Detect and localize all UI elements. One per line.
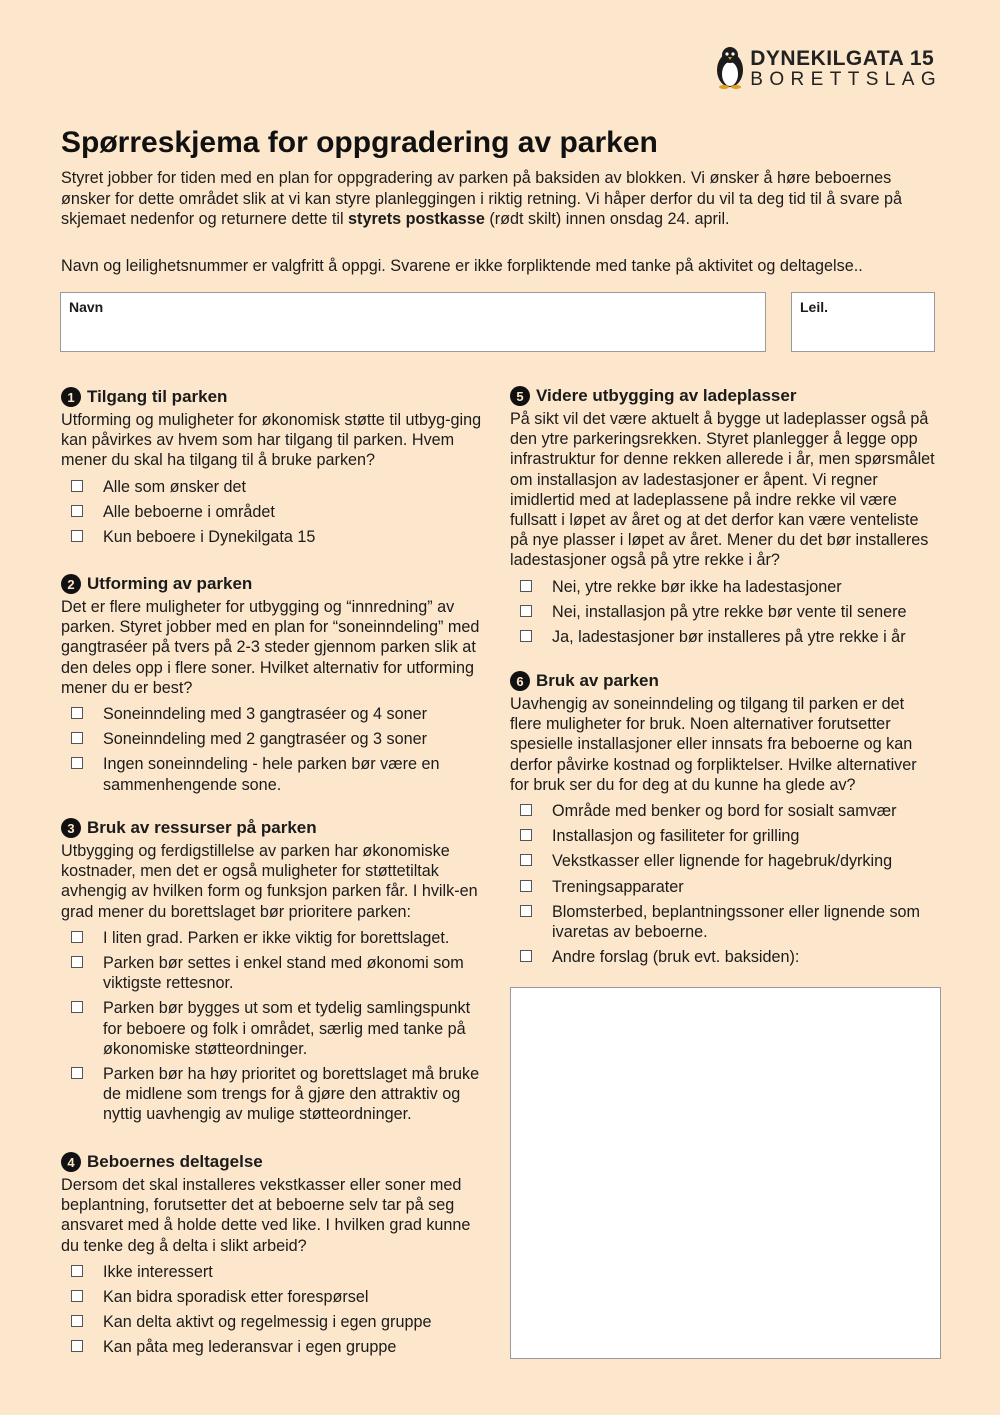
option-label: Parken bør settes i enkel stand med økonomi som viktigste rettesnor. [103,954,464,993]
checkbox[interactable] [520,605,532,617]
checkbox[interactable] [520,804,532,816]
logo-name: DYNEKILGATA 15 [750,46,935,70]
option-label: Ikke interessert [103,1262,213,1281]
section-participation [61,1151,491,1363]
option-label: Andre forslag (bruk evt. baksiden): [552,948,800,967]
option-label: Vekstkasser eller lignende for hagebruk/dyrking [552,852,893,871]
section-title: Tilgang til parken [87,387,228,406]
name-field[interactable] [60,292,766,352]
checkbox[interactable] [71,757,83,769]
option-item[interactable] [61,527,491,547]
option-item[interactable] [61,704,491,724]
checkbox[interactable] [520,905,532,917]
option-item[interactable] [61,1262,491,1282]
option-label: Treningsapparater [552,877,684,896]
name-field-label: Navn [69,299,104,315]
section-text: På sikt vil det være aktuelt å bygge ut ladeplasser også på den ytre parkeringsrekken. Styret planlegger å legge opp infrastruktur for denne rekken allerede i år, men spørsmålet om installasjon av ladestasjoner er åpent. Vi regner imidlertid med at ladeplassene på indre rekke vil være fullsatt i løpet av året og at det derfor kan være venteliste på nye plasser i løpet av året. Mener du det bør installeres ladestasjoner også på ytre rekke i år? [510,410,935,570]
option-item[interactable] [510,627,940,647]
section-title: Beboernes deltagelse [87,1152,263,1171]
option-item[interactable] [61,928,491,948]
checkbox[interactable] [71,1340,83,1352]
logo-subtitle: BORETTSLAG [750,68,942,90]
option-label: Kun beboere i Dynekilgata 15 [103,528,316,547]
option-label: Nei, ytre rekke bør ikke ha ladestasjoner [552,577,842,596]
option-item[interactable] [61,998,491,1059]
option-label: Ja, ladestasjoner bør installeres på ytre rekke i år [552,628,906,647]
option-label: Område med benker og bord for sosialt samvær [552,802,897,821]
option-item[interactable] [61,953,491,993]
section-resources [61,817,491,1130]
option-item[interactable] [61,1337,491,1357]
checkbox[interactable] [71,732,83,744]
option-item[interactable] [510,947,940,967]
checkbox[interactable] [71,480,83,492]
checkbox[interactable] [520,580,532,592]
section-number: 6 [510,671,530,691]
checkbox[interactable] [71,530,83,542]
section-text: Uavhengig av soneinndeling og tilgang til parken er det flere muligheter for bruk. Noen alternativer forutsetter spesielle installasjoner eller innsats fra beboerne og kan derfor påvirke kostnad og forpliktelser. Hvilke alternativer for bruk ser du for deg at du kunne ha glede av? [510,695,917,794]
section-number: 3 [61,818,81,838]
option-label: Kan bidra sporadisk etter forespørsel [103,1288,369,1307]
option-label: Kan påta meg lederansvar i egen gruppe [103,1338,397,1357]
logo [714,46,942,90]
option-item[interactable] [61,502,491,522]
intro-part2: (rødt skilt) innen onsdag 24. april. [484,210,730,228]
apartment-field-label: Leil. [800,299,829,315]
option-item[interactable] [61,754,491,794]
section-number: 2 [61,574,81,594]
section-title: Videre utbygging av ladeplasser [536,386,797,405]
option-item[interactable] [61,477,491,497]
checkbox[interactable] [71,956,83,968]
section-text: Det er flere muligheter for utbygging og “innredning” av parken. Styret jobber med en plan for “soneinndeling” med gangtraséer på tvers på 2-3 steder gjennom parken slik at den deles opp i flere soner. Hvilket alternativ for utforming mener du er best? [61,598,480,697]
option-item[interactable] [510,577,940,597]
section-number: 1 [61,387,81,407]
section-title: Bruk av ressurser på parken [87,818,317,837]
penguin-icon [714,46,746,90]
option-item[interactable] [510,877,940,897]
section-usage [510,670,940,972]
checkbox[interactable] [71,505,83,517]
checkbox[interactable] [71,1001,83,1013]
option-item[interactable] [61,1064,491,1125]
option-item[interactable] [510,602,940,622]
option-label: Ingen soneinndeling - hele parken bør være en sammenhengende sone. [103,755,440,794]
checkbox[interactable] [520,880,532,892]
checkbox[interactable] [520,950,532,962]
checkbox[interactable] [71,1265,83,1277]
option-label: Alle som ønsker det [103,477,247,496]
section-title: Bruk av parken [536,671,659,690]
checkbox[interactable] [520,630,532,642]
option-item[interactable] [510,826,940,846]
section-text: Utbygging og ferdigstillelse av parken har økonomiske kostnader, men det er også muligheter for støttetiltak avhengig av hvilken form og funksjon parken får. I hvilk-en grad mener du borettslaget bør prioritere parken: [61,842,478,921]
apartment-field[interactable] [791,292,935,352]
checkbox[interactable] [71,1315,83,1327]
intro-bold: styrets postkasse [348,210,485,228]
option-item[interactable] [510,902,940,942]
option-label: Kan delta aktivt og regelmessig i egen gruppe [103,1313,432,1332]
note-text: Navn og leilighetsnummer er valgfritt å oppgi. Svarene er ikke forpliktende med tanke på aktivitet og deltagelse.. [61,257,863,275]
section-text: Utforming og muligheter for økonomisk støtte til utbyg-ging kan påvirkes av hvem som har tilgang til parken. Hvem mener du skal ha tilgang til å bruke parken? [61,411,482,470]
intro-text [61,168,941,230]
checkbox[interactable] [520,854,532,866]
option-label: Soneinndeling med 3 gangtraséer og 4 soner [103,705,427,724]
option-item[interactable] [61,729,491,749]
checkbox[interactable] [520,829,532,841]
option-label: Nei, installasjon på ytre rekke bør vente til senere [552,602,907,621]
section-number: 5 [510,386,530,406]
checkbox[interactable] [71,707,83,719]
section-text: Dersom det skal installeres vekstkasser eller soner med beplantning, forutsetter det at beboerne selv tar på seg ansvaret med å holde dette ved like. I hvilken grad kunne du tenke deg å delta i slikt arbeid? [61,1176,471,1255]
section-access [61,386,491,552]
section-number: 4 [61,1152,81,1172]
option-item[interactable] [510,801,940,821]
intro-part1: Styret jobber for tiden med en plan for oppgradering av parken på baksiden av blokken. Vi ønsker å høre beboernes ønsker for dette området slik at vi kan styre planleggingen i riktig retning. Vi håper derfor du vil ta deg tid til å svare på skjemaet nedenfor og returnere dette til [61,169,902,228]
section-title: Utforming av parken [87,574,253,593]
option-item[interactable] [510,851,940,871]
option-label: Installasjon og fasiliteter for grilling [552,827,800,846]
option-label: Alle beboerne i området [103,502,275,521]
option-item[interactable] [61,1287,491,1307]
checkbox[interactable] [71,1290,83,1302]
option-label: Blomsterbed, beplantningssoner eller lignende som ivaretas av beboerne. [552,902,921,942]
option-label: Parken bør ha høy prioritet og borettslaget må bruke de midlene som trengs for å gjøre den attraktiv og nyttig uavhengig av mulige støtteordninger. [103,1065,480,1124]
checkbox[interactable] [71,1067,83,1079]
option-label: Soneinndeling med 2 gangtraséer og 3 soner [103,730,427,749]
page-title: Spørreskjema for oppgradering av parken [61,126,658,159]
section-charging [510,385,940,652]
section-design [61,573,491,800]
option-label: Parken bør bygges ut som et tydelig samlingspunkt for beboere og folk i området, særlig med tanke på økonomiske støtteordninger. [103,999,471,1058]
option-label: I liten grad. Parken er ikke viktig for borettslaget. [103,928,450,947]
checkbox[interactable] [71,931,83,943]
other-suggestions-box[interactable] [510,987,941,1359]
option-item[interactable] [61,1312,491,1332]
